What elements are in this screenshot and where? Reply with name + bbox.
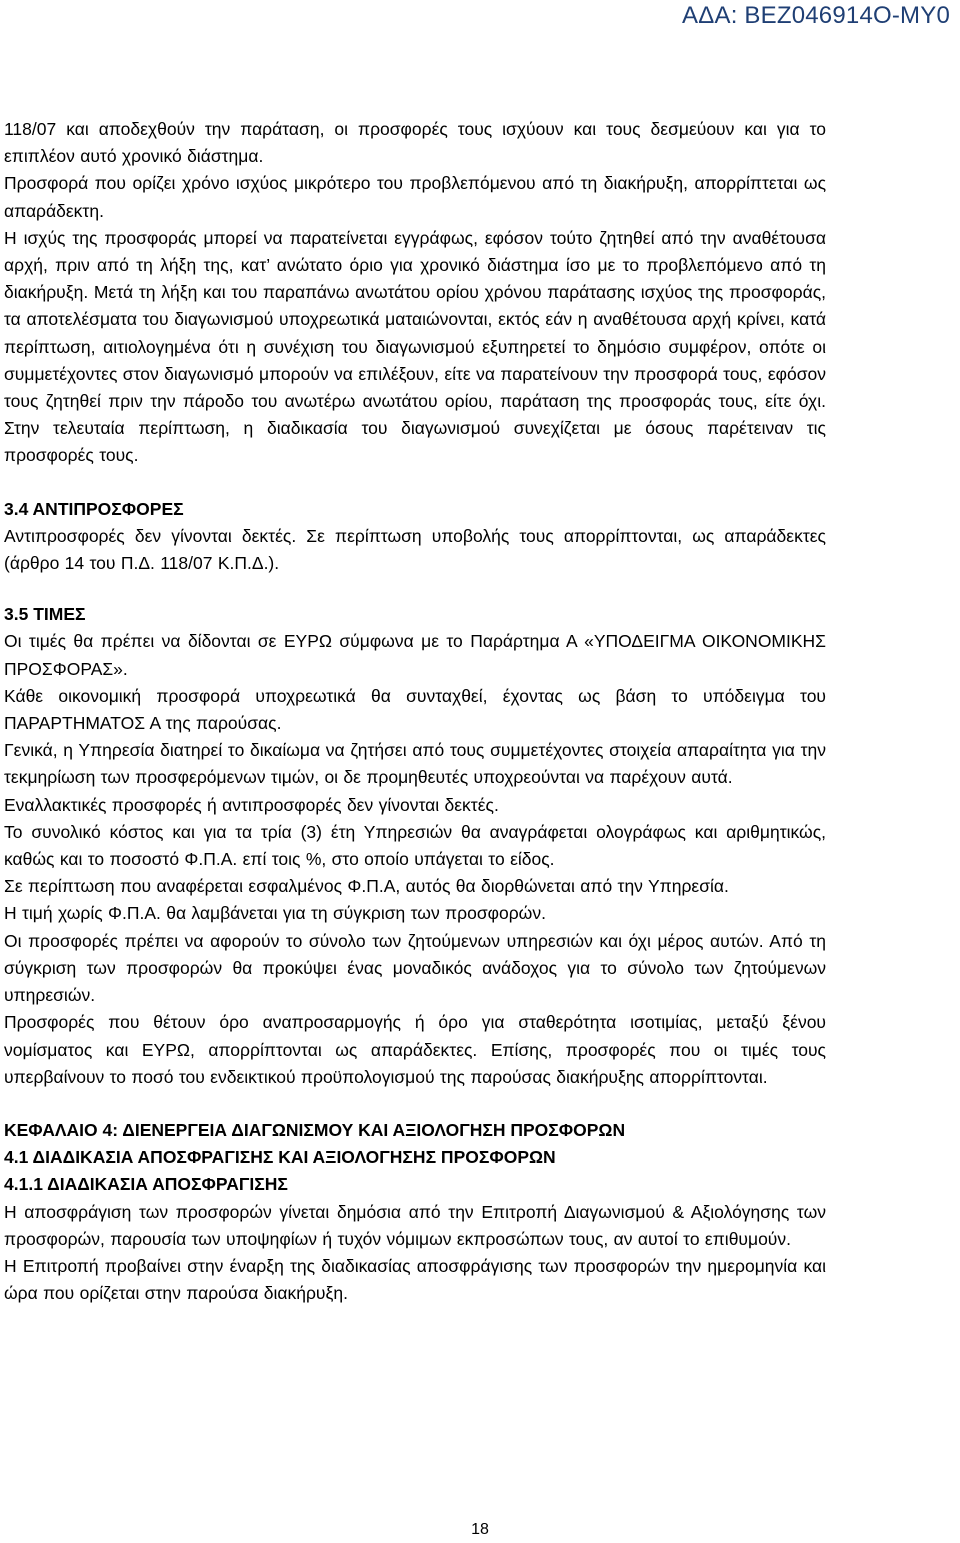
paragraph: Η τιμή χωρίς Φ.Π.Α. θα λαμβάνεται για τη σύγκριση των προσφορών. [4,903,546,924]
paragraph: Εναλλακτικές προσφορές ή αντιπροσφορές δεν γίνονται δεκτές. [4,794,499,815]
chapter-heading: ΚΕΦΑΛΑΙΟ 4: ΔΙΕΝΕΡΓΕΙΑ ΔΙΑΓΩΝΙΣΜΟΥ ΚΑΙ ΑΞΙΟΛΟΓΗΣΗ ΠΡΟΣΦΟΡΩΝ [4,1119,626,1140]
paragraph: Κάθε οικονομική προσφορά υποχρεωτικά θα συνταχθεί, έχοντας ως βάση το υπόδειγμα του ΠΑΡΑΡΤΗΜΑΤΟΣ Α της παρούσας. [4,685,826,734]
paragraph: Το συνολικό κόστος και για τα τρία (3) έτη Υπηρεσιών θα αναγράφεται ολογράφως και αριθμητικώς, καθώς και το ποσοστό Φ.Π.Α. επί τοις %, στο οποίο υπάγεται το είδος. [4,821,826,870]
paragraph: Οι τιμές θα πρέπει να δίδονται σε ΕΥΡΩ σύμφωνα με το Παράρτημα Α «ΥΠΟΔΕΙΓΜΑ ΟΙΚΟΝΟΜΙΚΗΣ ΠΡΟΣΦΟΡΑΣ». [4,631,826,679]
paragraph: Η αποσφράγιση των προσφορών γίνεται δημόσια από την Επιτροπή Διαγωνισμού & Αξιολόγησης των προσφορών, παρουσία των υποψηφίων ή τυχόν νόμιμων εκπροσώπων τους, αν αυτοί το επιθυμούν. [4,1201,826,1249]
page-number: 18 [471,1521,489,1538]
paragraph: Προσφορές που θέτουν όρο αναπροσαρμογής ή όρο για σταθερότητα ισοτιμίας, μεταξύ ξένου νομίσματος και ΕΥΡΩ, απορρίπτονται ως απαράδεκτες. Επίσης, προσφορές που οι τιμές τους υπερβαίνουν το ποσό του ενδεικτικού προϋπολογισμού της παρούσας διακήρυξης απορρίπτονται. [4,1012,826,1087]
section-heading-4-1: 4.1 ΔΙΑΔΙΚΑΣΙΑ ΑΠΟΣΦΡΑΓΙΣΗΣ ΚΑΙ ΑΞΙΟΛΟΓΗΣΗΣ ΠΡΟΣΦΟΡΩΝ [4,1147,556,1168]
section-heading-3-5: 3.5 ΤΙΜΕΣ [4,604,86,625]
section-heading-4-1-1: 4.1.1 ΔΙΑΔΙΚΑΣΙΑ ΑΠΟΣΦΡΑΓΙΣΗΣ [4,1174,288,1195]
document-body [4,116,826,1307]
section-heading-3-4: 3.4 ΑΝΤΙΠΡΟΣΦΟΡΕΣ [4,498,184,519]
paragraph: Οι προσφορές πρέπει να αφορούν το σύνολο των ζητούμενων υπηρεσιών και όχι μέρος αυτών. Από τη σύγκριση των προσφορών θα προκύψει ένας μοναδικός ανάδοχος για το σύνολο των ζητούμενων υπηρεσιών. [4,930,826,1006]
paragraph: Γενικά, η Υπηρεσία διατηρεί το δικαίωμα να ζητήσει από τους συμμετέχοντες στοιχεία απαραίτητα για την τεκμηρίωση των προσφερόμενων τιμών, οι δε προμηθευτές υποχρεούνται να παρέχουν αυτά. [4,740,826,788]
paragraph: Η ισχύς της προσφοράς μπορεί να παρατείνεται εγγράφως, εφόσον τούτο ζητηθεί από την αναθέτουσα αρχή, πριν από τη λήξη της, κατ’ ανώτατο όριο για χρονικό διάστημα ίσο με το προβλεπόμενο από τη διακήρυξη. Μετά τη λήξη και του παραπάνω ανωτάτου ορίου χρόνου παράτασης ισχύος της προσφοράς, τα αποτελέσματα του διαγωνισμού υποχρεωτικά ματαιώνονται, εκτός εάν η αναθέτουσα αρχή κρίνει, κατά περίπτωση, αιτιολογημένα ότι η συνέχιση του διαγωνισμού εξυπηρετεί το δημόσιο συμφέρον, οπότε οι συμμετέχοντες στον διαγωνισμό μπορούν να επιλέξουν, είτε να παρατείνουν την προσφορά τους, εφόσον τους ζητηθεί πριν την πάροδο του ανωτέρω ανωτάτου ορίου, παράταση της προσφοράς τους, είτε όχι. Στην τελευταία περίπτωση, η διαδικασία του διαγωνισμού συνεχίζεται με όσους παρέτειναν τις προσφορές τους. [4,227,826,466]
paragraph: Σε περίπτωση που αναφέρεται εσφαλμένος Φ.Π.Α, αυτός θα διορθώνεται από την Υπηρεσία. [4,876,729,897]
ada-code: ΑΔΑ: ΒΕΖ046914Ο-ΜΥ0 [682,2,950,29]
paragraph: 118/07 και αποδεχθούν την παράταση, οι προσφορές τους ισχύουν και τους δεσμεύουν και για το επιπλέον αυτό χρονικό διάστημα. [4,119,826,167]
paragraph: Προσφορά που ορίζει χρόνο ισχύος μικρότερο του προβλεπόμενου από τη διακήρυξη, απορρίπτεται ως απαράδεκτη. [4,173,826,221]
paragraph: Η Επιτροπή προβαίνει στην έναρξη της διαδικασίας αποσφράγισης των προσφορών την ημερομηνία και ώρα που ορίζεται στην παρούσα διακήρυξη. [4,1255,826,1304]
paragraph: Αντιπροσφορές δεν γίνονται δεκτές. Σε περίπτωση υποβολής τους απορρίπτονται, ως απαράδεκτες (άρθρο 14 του Π.Δ. 118/07 Κ.Π.Δ.). [4,525,826,574]
